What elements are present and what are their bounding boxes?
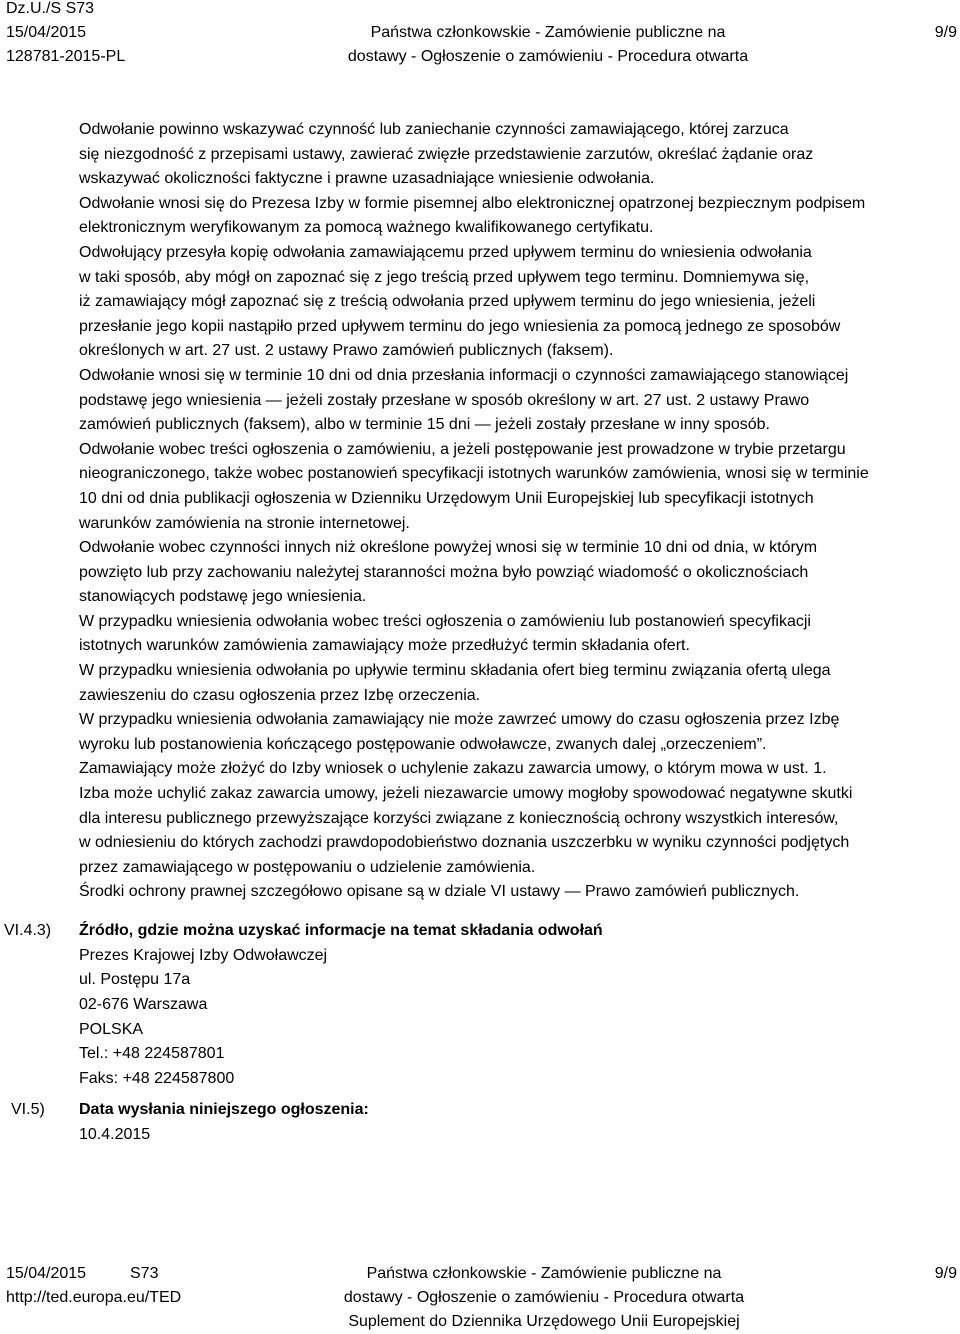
body-text xyxy=(79,118,959,905)
body-line: określonych w art. 27 ust. 2 ustawy Prawo zamówień publicznych (faksem). xyxy=(79,342,614,360)
body-line: elektronicznym weryfikowanym za pomocą ważnego kwalifikowanego certyfikatu. xyxy=(79,219,654,237)
doc-ref: Dz.U./S S73 xyxy=(6,0,95,17)
review-body-fax: Faks: +48 224587800 xyxy=(79,1070,235,1087)
header-title xyxy=(338,21,758,69)
footer-date: 15/04/2015 xyxy=(6,1265,87,1282)
body-line: Odwołanie wobec czynności innych niż określone powyżej wnosi się w terminie 10 dni od dnia, w którym xyxy=(79,539,818,557)
body-line: dla interesu publicznego przewyższające korzyści związane z koniecznością ochrony wszystkich interesów, xyxy=(79,809,839,827)
body-line: wskazywać okoliczności faktyczne i prawne uzasadniające wniesienie odwołania. xyxy=(79,170,655,188)
body-line: iż zamawiający mógł zapoznać się z treścią odwołania przed upływem terminu do jego wniesienia, jeżeli xyxy=(79,293,816,311)
body-line: Odwołanie powinno wskazywać czynność lub zaniechanie czynności zamawiającego, której zarzuca xyxy=(79,121,789,138)
body-line: nieograniczonego, także wobec postanowień specyfikacji istotnych warunków zamówienia, wnosi się w terminie xyxy=(79,465,869,483)
review-body-postal-city: 02-676 Warszawa xyxy=(79,996,208,1013)
body-line: Odwołanie wnosi się w terminie 10 dni od dnia przesłania informacji o czynności zamawiającego stanowiącej xyxy=(79,366,849,384)
body-line: istotnych warunków zamówienia zamawiający może przedłużyć termin składania ofert. xyxy=(79,637,690,655)
body-line: się niezgodność z przepisami ustawy, zawierać zwięzłe przedstawienie zarzutów, określać żądanie oraz xyxy=(79,145,814,163)
section-label-vi43: VI.4.3) xyxy=(4,922,52,939)
body-line: W przypadku wniesienia odwołania zamawiający nie może zawrzeć umowy do czasu ogłoszenia przez Izbę xyxy=(79,711,840,729)
body-line: wyroku lub postanowienia kończącego postępowanie odwoławcze, zwanych dalej „orzeczeniem”. xyxy=(79,735,767,753)
header-title-line1: Państwa członkowskie - Zamówienie publiczne na xyxy=(370,24,726,41)
body-line: zawieszeniu do czasu ogłoszenia przez Izbę orzeczenia. xyxy=(79,686,481,704)
review-body-name: Prezes Krajowej Izby Odwoławczej xyxy=(79,947,328,964)
footer-page-number: 9/9 xyxy=(934,1265,957,1282)
header-page-number: 9/9 xyxy=(934,24,957,41)
body-line: w odniesieniu do których zachodzi prawdopodobieństwo doznania uszczerbku w wyniku czynności podjętych xyxy=(79,834,850,852)
footer-title-line2: dostawy - Ogłoszenie o zamówieniu - Procedura otwarta xyxy=(343,1289,745,1306)
body-line: Zamawiający może złożyć do Izby wniosek o uchylenie zakazu zawarcia umowy, o którym mowa w ust. 1. xyxy=(79,760,827,778)
body-line: Środki ochrony prawnej szczegółowo opisane są w dziale VI ustawy — Prawo zamówień publicznych. xyxy=(79,883,800,901)
review-body-street: ul. Postępu 17a xyxy=(79,971,191,988)
header-date: 15/04/2015 xyxy=(6,24,87,41)
body-line: podstawę jego wniesienia — jeżeli zostały przesłane w sposób określony w art. 27 ust. 2 ustawy Prawo xyxy=(79,391,810,409)
body-line: przez zamawiającego w postępowaniu o udzielenie zamówienia. xyxy=(79,858,536,876)
body-line: Odwołujący przesyła kopię odwołania zamawiającemu przed upływem terminu do wniesienia odwołania xyxy=(79,243,812,261)
notice-id: 128781-2015-PL xyxy=(6,48,126,65)
section-title-vi43: Źródło, gdzie można uzyskać informacje na temat składania odwołań xyxy=(79,922,603,939)
footer-title xyxy=(300,1262,788,1334)
body-line: zamówień publicznych (faksem), albo w terminie 15 dni — jeżeli zostały przesłane w inny sposób. xyxy=(79,416,770,434)
body-line: 10 dni od dnia publikacji ogłoszenia w Dzienniku Urzędowym Unii Europejskiej lub specyfikacji istotnych xyxy=(79,489,814,507)
section-title-vi5: Data wysłania niniejszego ogłoszenia: xyxy=(79,1101,369,1118)
body-line: W przypadku wniesienia odwołania po upływie terminu składania ofert bieg terminu związania ofertą ulega xyxy=(79,662,831,680)
review-body-country: POLSKA xyxy=(79,1021,144,1038)
body-line: W przypadku wniesienia odwołania wobec treści ogłoszenia o zamówieniu lub postanowień specyfikacji xyxy=(79,612,811,630)
body-line: powzięto lub przy zachowaniu należytej staranności można było powziąć wiadomość o okolicznościach xyxy=(79,563,809,581)
review-body-phone: Tel.: +48 224587801 xyxy=(79,1045,225,1062)
section-label-vi5: VI.5) xyxy=(11,1101,45,1118)
body-line: przesłanie jego kopii nastąpiło przed upływem terminu do jego wniesienia za pomocą jednego ze sposobów xyxy=(79,317,841,335)
header-left xyxy=(6,0,125,69)
body-line: stanowiących podstawę jego wniesienia. xyxy=(79,588,367,606)
footer-url[interactable]: http://ted.europa.eu/TED xyxy=(6,1289,182,1306)
body-line: w taki sposób, aby mógł on zapoznać się z jego treścią przed upływem tego terminu. Domniemywa się, xyxy=(79,268,810,286)
body-line: warunków zamówienia na stronie internetowej. xyxy=(79,514,410,532)
header-title-line2: dostawy - Ogłoszenie o zamówieniu - Procedura otwarta xyxy=(347,48,749,65)
body-line: Izba może uchylić zakaz zawarcia umowy, jeżeli niezawarcie umowy mogłoby spowodować negatywne skutki xyxy=(79,785,853,803)
footer-series: S73 xyxy=(130,1265,159,1282)
footer-title-line1: Państwa członkowskie - Zamówienie publiczne na xyxy=(366,1265,722,1282)
body-line: Odwołanie wnosi się do Prezesa Izby w formie pisemnej albo elektronicznej opatrzonej bezpiecznym podpisem xyxy=(79,194,866,212)
footer-title-line3: Suplement do Dziennika Urzędowego Unii Europejskiej xyxy=(348,1313,740,1330)
body-line: Odwołanie wobec treści ogłoszenia o zamówieniu, a jeżeli postępowanie jest prowadzone w trybie przetargu xyxy=(79,440,846,458)
dispatch-date: 10.4.2015 xyxy=(79,1126,151,1143)
